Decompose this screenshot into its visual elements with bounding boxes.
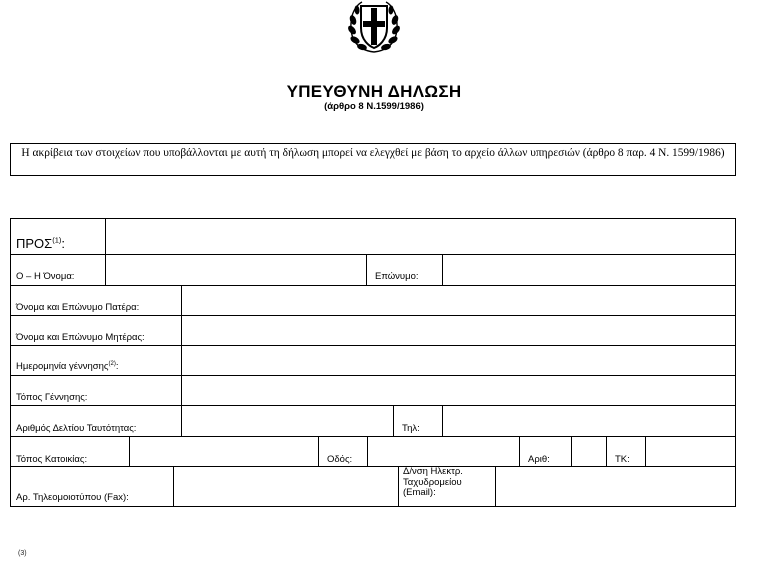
pros-field[interactable] bbox=[107, 221, 733, 253]
street-label: Οδός: bbox=[327, 454, 353, 465]
surname-label: Επώνυμο: bbox=[375, 271, 419, 282]
phone-label: Τηλ: bbox=[402, 423, 420, 434]
pros-label: ΠΡΟΣ$^{(1)}$: bbox=[16, 235, 66, 251]
street-field[interactable] bbox=[369, 438, 518, 465]
name-label: Ο – Η Όνομα: bbox=[16, 271, 75, 282]
postcode-field[interactable] bbox=[647, 438, 734, 465]
document-subtitle: (άρθρο 8 Ν.1599/1986) bbox=[324, 101, 424, 112]
street-number-label: Αριθ: bbox=[528, 454, 550, 465]
birthdate-field[interactable] bbox=[183, 346, 734, 374]
residence-label: Τόπος Κατοικίας: bbox=[16, 454, 88, 465]
email-label: Δ/νση Ηλεκτρ. Ταχυδρομείου (Email): bbox=[403, 466, 463, 498]
mother-name-field[interactable] bbox=[183, 316, 734, 344]
father-name-field[interactable] bbox=[183, 286, 734, 314]
surname-field[interactable] bbox=[444, 256, 734, 284]
mother-name-label: Όνομα και Επώνυμο Μητέρας: bbox=[16, 332, 145, 343]
id-number-label: Αριθμός Δελτίου Ταυτότητας: bbox=[16, 423, 137, 434]
postcode-label: ΤΚ: bbox=[615, 454, 630, 465]
name-field[interactable] bbox=[107, 256, 365, 284]
fax-label: Αρ. Τηλεομοιοτύπου (Fax): bbox=[16, 492, 129, 503]
footer-note-marker: (3) bbox=[18, 550, 27, 557]
phone-field[interactable] bbox=[444, 407, 734, 435]
document-title: ΥΠΕΥΘΥΝΗ ΔΗΛΩΣΗ bbox=[286, 82, 462, 101]
greek-coat-of-arms-icon bbox=[343, 0, 405, 56]
birthdate-label: Ημερομηνία γέννησης$^{(2)}$: bbox=[16, 360, 119, 372]
birthplace-label: Τόπος Γέννησης: bbox=[16, 392, 88, 403]
street-number-field[interactable] bbox=[573, 438, 605, 465]
verification-notice: Η ακρίβεια των στοιχείων που υποβάλλονται με αυτή τη δήλωση μπορεί να ελεγχθεί με βάση το αρχείο άλλων υπηρεσιών (άρθρο 8 παρ. 4 Ν. 1599/1986) bbox=[10, 143, 736, 176]
father-name-label: Όνομα και Επώνυμο Πατέρα: bbox=[16, 302, 140, 313]
email-field[interactable] bbox=[497, 468, 734, 505]
fax-field[interactable] bbox=[175, 468, 397, 505]
declaration-form bbox=[10, 218, 736, 507]
residence-field[interactable] bbox=[131, 438, 317, 465]
id-number-field[interactable] bbox=[183, 407, 392, 435]
birthplace-field[interactable] bbox=[183, 376, 734, 404]
